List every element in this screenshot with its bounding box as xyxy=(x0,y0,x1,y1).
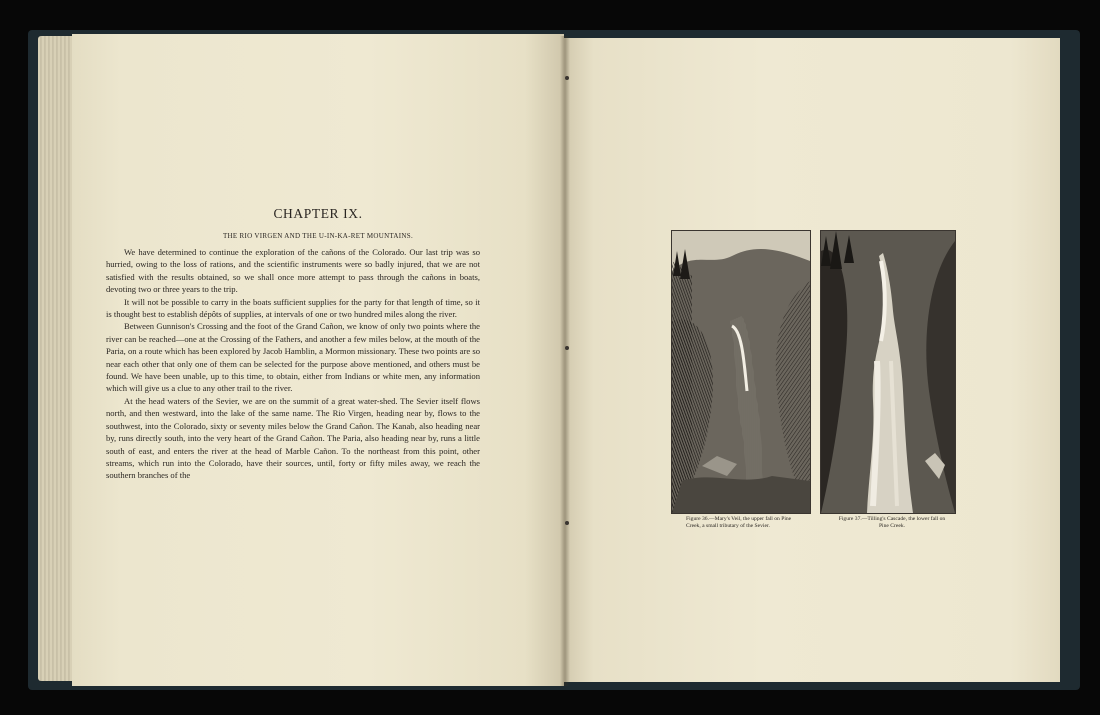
binding-hole xyxy=(565,76,569,80)
paragraph: We have determined to continue the exploration of the cañons of the Colorado. Our last trip was so hurried, owing to the loss of rations, and the scientific instruments were so badly injured, that we are not satisfied with the results obtained, so we shall once more attempt to pass through the cañons in boats, devoting two or three years to the trip. xyxy=(106,247,480,295)
paragraph: It will not be possible to carry in the boats sufficient supplies for the party for that length of time, so it is thought best to establish dépôts of supplies, at intervals of one or two hundred miles along the river. xyxy=(106,296,480,320)
binding-hole xyxy=(565,346,569,350)
figure-37-engraving xyxy=(820,230,956,514)
binding-hole xyxy=(565,521,569,525)
paragraph: Between Gunnison's Crossing and the foot of the Grand Cañon, we know of only two points where the river can be reached—one at the Crossing of the Fathers, and another a few miles below, at the mouth of the Paria, on a route which has been explored by Jacob Hamblin, a Mormon missionary. These two points are so near each other that only one of them can be selected for the purpose above mentioned, and others must be found. We have been unable, up to this time, to obtain, either from Indians or white men, any information which will give us a clue to any other trail to the river. xyxy=(106,321,480,394)
gutter-shadow xyxy=(560,36,570,686)
paragraph: At the head waters of the Sevier, we are on the summit of a great water-shed. The Sevier itself flows north, and then westward, into the lake of the same name. The Rio Virgen, heading near by, flows to the southwest, into the Colorado, sixty or seventy miles below the Grand Cañon. The Kanab, also heading near by, runs directly south, into the very heart of the Grand Cañon. The Paria, also heading near by, runs a little south of east, and enters the river at the head of Marble Cañon. To the northeast from this point, other streams, which run into the Colorado, have their sources, until, forty or fifty miles away, we reach the southern branches of the xyxy=(106,395,480,481)
figure-36-engraving xyxy=(671,230,811,514)
chapter-title: CHAPTER IX. xyxy=(273,206,363,221)
left-page xyxy=(72,34,564,686)
figure-37-caption: Figure 37.—Tilling's Cascade, the lower fall on Pine Creek. xyxy=(838,516,946,530)
figure-36-caption: Figure 36.—Mary's Veil, the upper fall on Pine Creek, a small tributary of the Sevier. xyxy=(686,516,792,530)
right-page xyxy=(564,38,1060,682)
chapter-body xyxy=(106,246,480,482)
chapter-subtitle: THE RIO VIRGEN AND THE U-IN-KA-RET MOUNTAINS. xyxy=(222,232,414,240)
